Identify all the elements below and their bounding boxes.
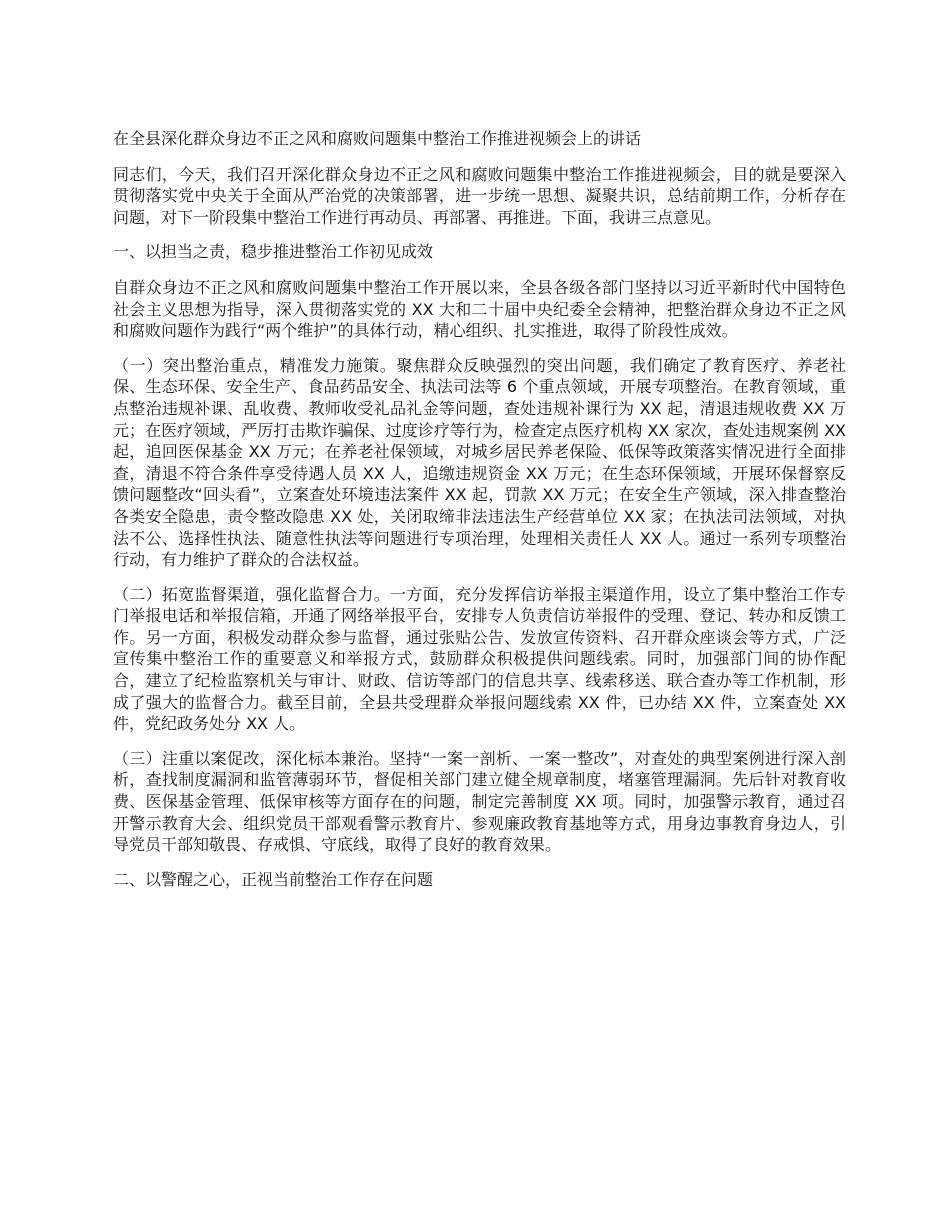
section-1-heading: 一、以担当之责，稳步推进整治工作初见成效: [113, 242, 434, 262]
section-1-intro-paragraph: 自群众身边不正之风和腐败问题集中整治工作开展以来，全县各级各部门坚持以习近平新时代中国特色社会主义思想为指导，深入贯彻落实党的 XX 大和二十届中央纪委全会精神，把整治群众身边不正之风和腐败问题作为践行“两个维护”的具体行动，精心组织、扎实推进，取得了阶段性成效。: [113, 277, 846, 341]
intro-paragraph: 同志们，今天，我们召开深化群众身边不正之风和腐败问题集中整治工作推进视频会，目的就是要深入贯彻落实党中央关于全面从严治党的决策部署，进一步统一思想、凝聚共识，总结前期工作，分析存在问题，对下一阶段集中整治工作进行再动员、再部署、再推进。下面，我讲三点意见。: [113, 164, 846, 227]
document-title: 在全县深化群众身边不正之风和腐败问题集中整治工作推进视频会上的讲话: [113, 129, 642, 148]
point-2-paragraph: （二）拓宽监督渠道，强化监督合力。一方面，充分发挥信访举报主渠道作用，设立了集中整治工作专门举报电话和举报信箱，开通了网络举报平台，安排专人负责信访举报件的受理、登记、转办和反馈工作。另一方面，积极发动群众参与监督，通过张贴公告、发放宣传资料、召开群众座谈会等方式，广泛宣传集中整治工作的重要意义和举报方式，鼓励群众积极提供问题线索。同时，加强部门间的协作配合，建立了纪检监察机关与审计、财政、信访等部门的信息共享、线索移送、联合查办等工作机制，形成了强大的监督合力。截至目前，全县共受理群众举报问题线索 XX 件，已办结 XX 件，立案查处 XX 件，党纪政务处分 XX 人。: [113, 584, 846, 734]
point-1-paragraph: （一）突出整治重点，精准发力施策。聚焦群众反映强烈的突出问题，我们确定了教育医疗、养老社保、生态环保、安全生产、食品药品安全、执法司法等 6 个重点领域，开展专项整治。在教育领域，重点整治违规补课、乱收费、教师收受礼品礼金等问题，查处违规补课行为 XX 起，清退违规收费 XX 万元；在医疗领域，严厉打击欺诈骗保、过度诊疗等行为，检查定点医疗机构 XX 家次，查处违规案例 XX 起，追回医保基金 XX 万元；在养老社保领域，对城乡居民养老保险、低保等政策落实情况进行全面排查，清退不符合条件享受待遇人员 XX 人，追缴违规资金 XX 万元；在生态环保领域，开展环保督察反馈问题整改“回头看”，立案查处环境违法案件 XX 起，罚款 XX 万元；在安全生产领域，深入排查整治各类安全隐患，责令整改隐患 XX 处，关闭取缔非法违法生产经营单位 XX 家；在执法司法领域，对执法不公、选择性执法、随意性执法等问题进行专项治理，处理相关责任人 XX 人。通过一系列专项整治行动，有力维护了群众的合法权益。: [113, 355, 846, 570]
section-2-heading: 二、以警醒之心，正视当前整治工作存在问题: [113, 869, 434, 889]
document-page: [113, 128, 846, 904]
point-3-paragraph: （三）注重以案促改，深化标本兼治。坚持“一案一剖析、一案一整改”，对查处的典型案例进行深入剖析，查找制度漏洞和监管薄弱环节，督促相关部门建立健全规章制度，堵塞管理漏洞。先后针对教育收费、医保基金管理、低保审核等方面存在的问题，制定完善制度 XX 项。同时，加强警示教育，通过召开警示教育大会、组织党员干部观看警示教育片、参观廉政教育基地等方式，用身边事教育身边人，引导党员干部知敬畏、存戒惧、守底线，取得了良好的教育效果。: [113, 748, 846, 855]
